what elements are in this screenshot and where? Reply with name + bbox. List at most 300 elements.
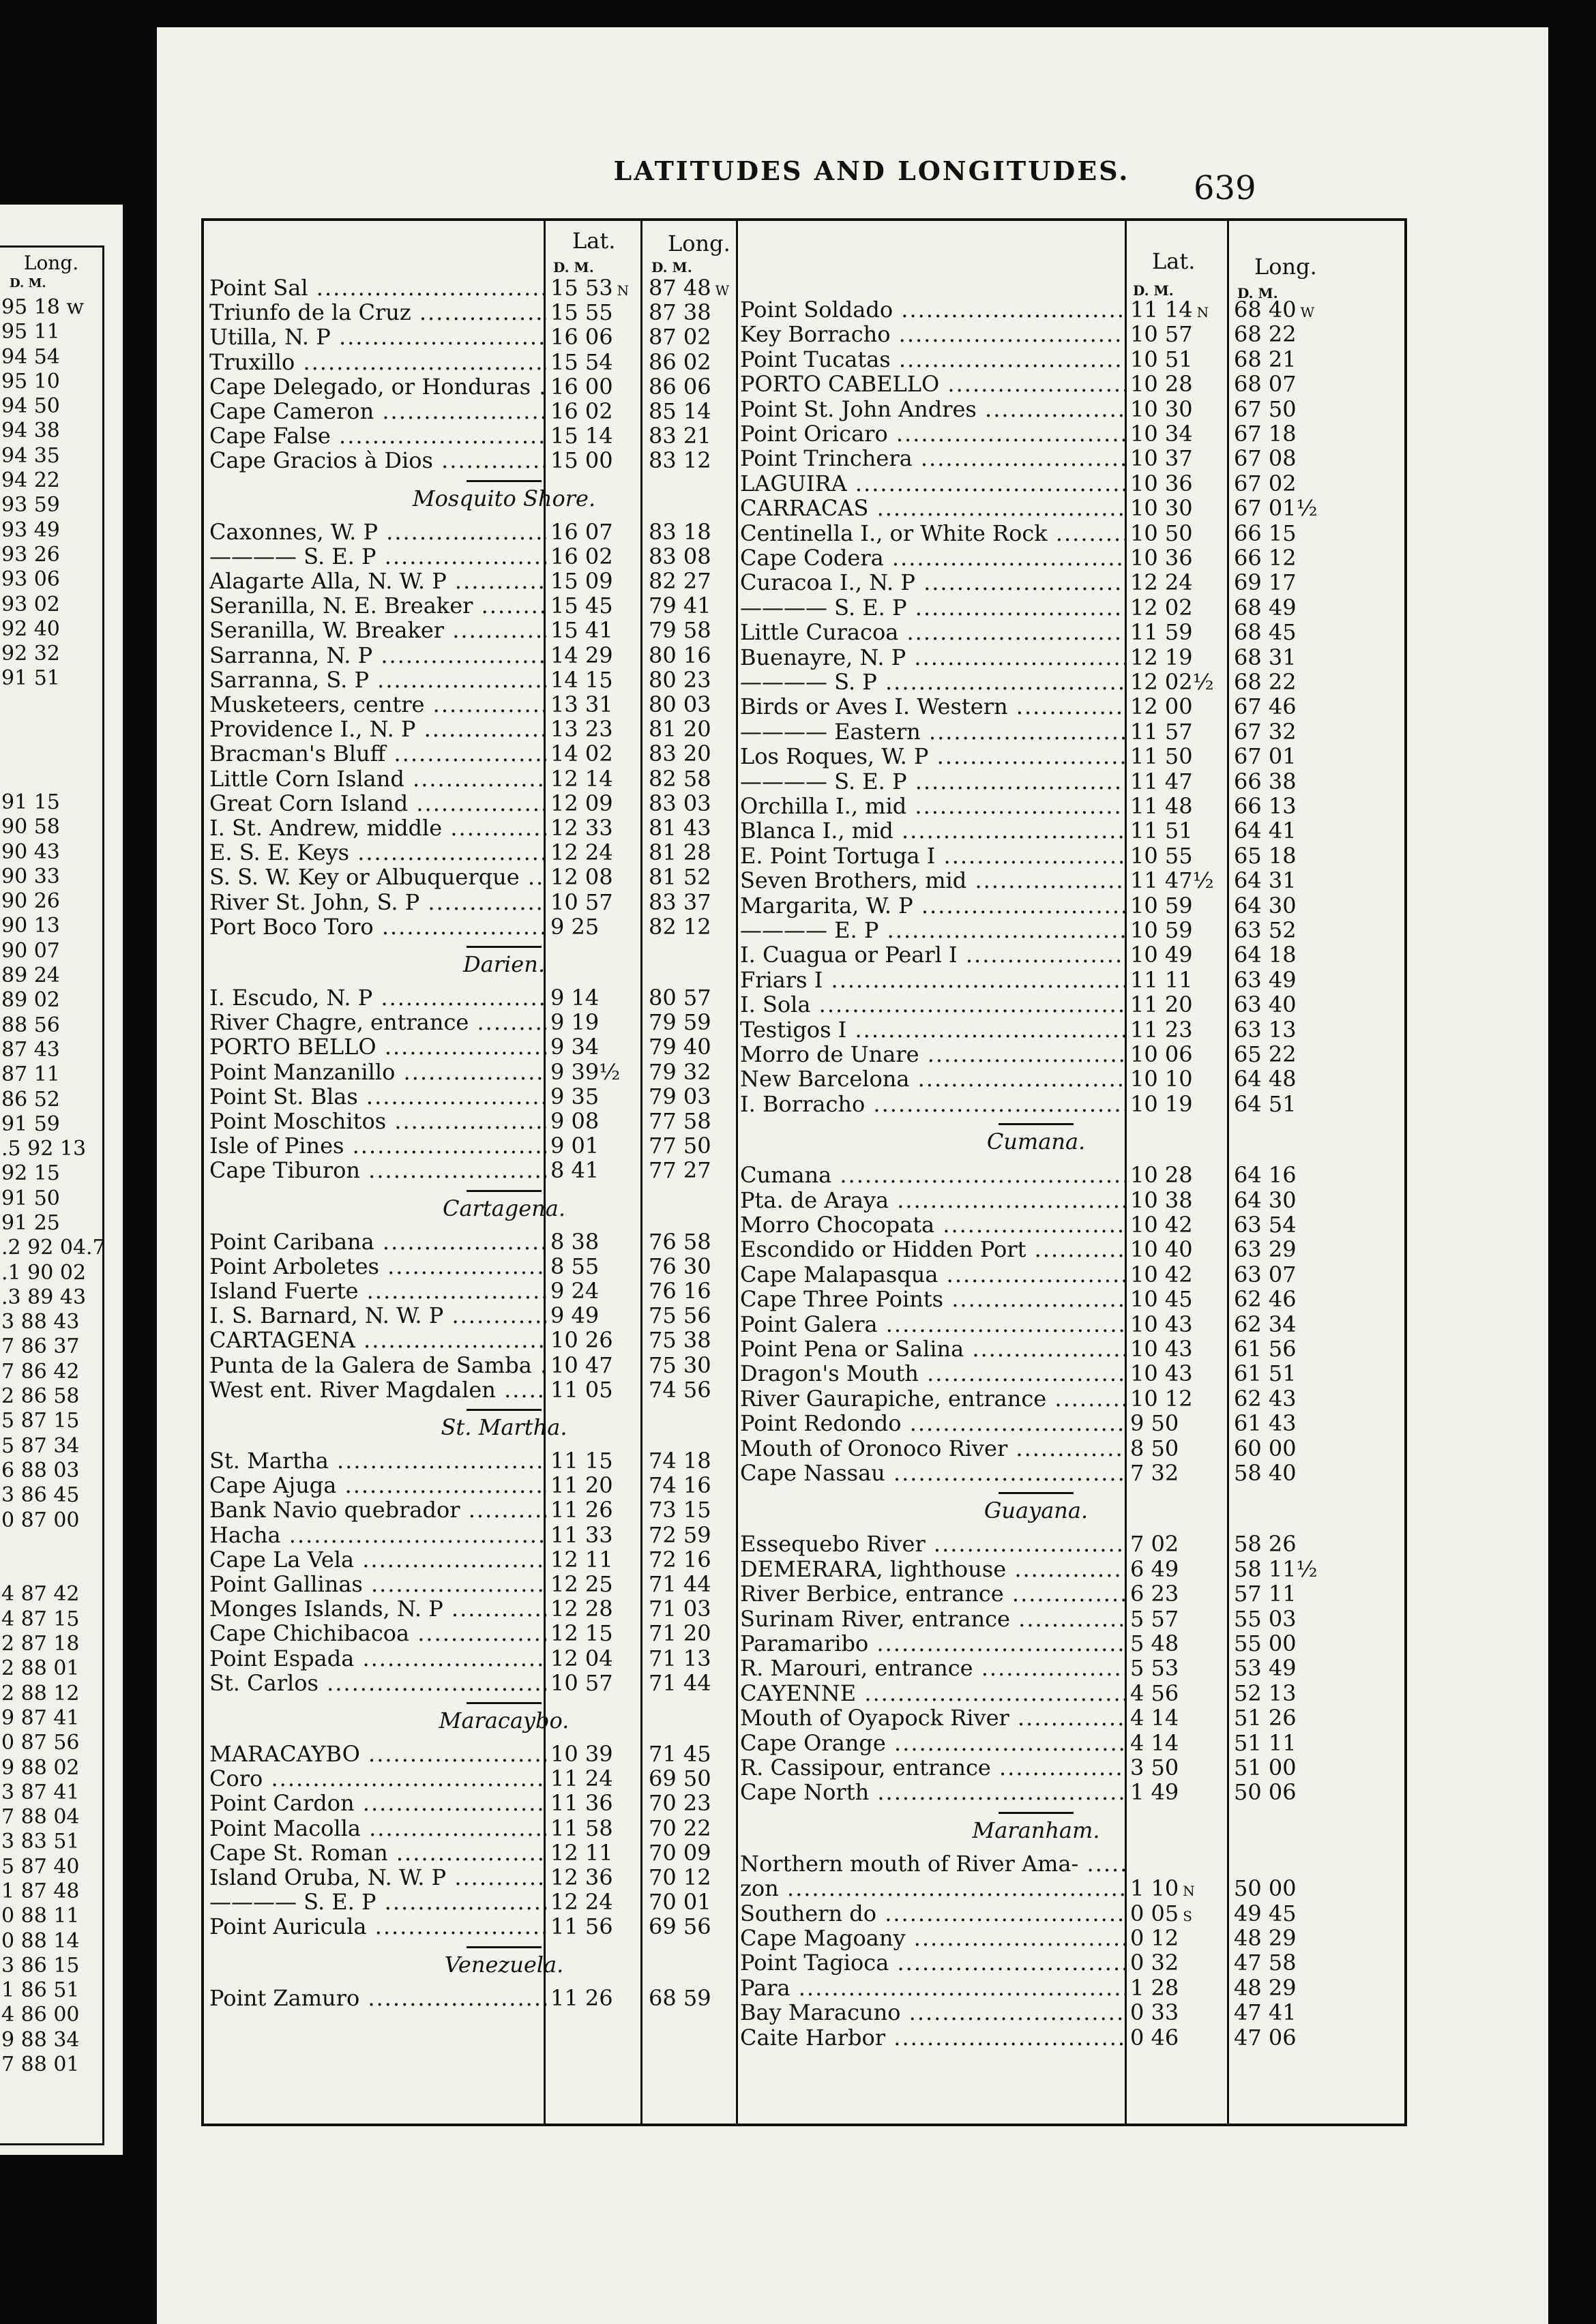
latitude-text: 11 24 [550, 1766, 613, 1792]
latitude-text: 15 00 [550, 447, 613, 474]
latitude-value [1130, 322, 1193, 346]
latitude-value [550, 791, 613, 816]
longitude-text: 71 45 [649, 1741, 711, 1767]
left-page-table [0, 245, 104, 2145]
place-name [740, 1950, 1126, 1975]
place-name [209, 1572, 546, 1596]
table-row [204, 1572, 736, 1596]
table-row [736, 1312, 1404, 1337]
place-name-text: ———— S. E. P [209, 1890, 376, 1915]
place-name [740, 719, 1126, 744]
place-name-text: ———— S. E. P [209, 543, 376, 569]
longitude-value [1234, 1780, 1297, 1804]
place-name [209, 1742, 546, 1766]
place-name [740, 1411, 1126, 1435]
longitude-value [649, 1986, 711, 2010]
place-name-text: Northern mouth of River Ama- [740, 1851, 1079, 1876]
table-row [204, 448, 736, 473]
longitude-text: 77 27 [649, 1157, 711, 1184]
table-row [204, 692, 736, 717]
lat-header-right: Lat. [1152, 248, 1196, 274]
table-row [736, 1901, 1404, 1926]
latitude-value [1130, 1287, 1193, 1311]
latitude-text: 12 15 [550, 1620, 613, 1647]
latitude-text: 9 25 [550, 913, 600, 940]
left-page-long-value: 7 86 37 [1, 1335, 80, 1359]
place-name-text: Great Corn Island [209, 790, 409, 816]
place-name [209, 1621, 546, 1645]
place-name [740, 1581, 1126, 1606]
longitude-value [1234, 769, 1297, 794]
latitude-text: 5 48 [1130, 1630, 1179, 1656]
latitude-value [550, 593, 613, 618]
place-name-text: Triunfo de la Cruz [209, 300, 411, 325]
latitude-value [1130, 1262, 1193, 1287]
longitude-text: 64 30 [1234, 892, 1297, 919]
longitude-text: 68 22 [1234, 669, 1297, 695]
longitude-value [649, 985, 711, 1010]
longitude-value [1234, 719, 1297, 744]
place-name-text: Point Gallinas [209, 1572, 363, 1596]
table-row [204, 569, 736, 593]
table-row [204, 1523, 736, 1547]
longitude-value [649, 791, 711, 816]
latitude-text: 1 10 [1130, 1875, 1179, 1902]
place-name-text: Key Borracho [740, 322, 891, 347]
longitude-text: 71 44 [649, 1571, 711, 1597]
place-name-text: Testigos I [740, 1017, 847, 1042]
longitude-text: 76 30 [649, 1253, 711, 1279]
left-page-long-value: 95 10 [1, 369, 60, 393]
place-name-text: Point Trinchera [740, 446, 913, 471]
longitude-text: 68 21 [1234, 346, 1297, 372]
place-name [740, 1386, 1126, 1411]
latitude-value [550, 1523, 613, 1547]
latitude-text: 11 33 [550, 1521, 613, 1548]
longitude-text: 87 48 [649, 275, 711, 301]
table-row [736, 1755, 1404, 1780]
longitude-value [649, 1841, 711, 1865]
latitude-text: 9 35 [550, 1083, 600, 1109]
place-name-text: Caite Harbor [740, 2025, 886, 2050]
longitude-text: 64 16 [1234, 1162, 1297, 1189]
longitude-value [649, 1473, 711, 1498]
longitude-value [1234, 670, 1297, 694]
place-name [740, 1532, 1126, 1556]
place-name [740, 595, 1126, 620]
longitude-value [649, 1084, 711, 1109]
latitude-value [1130, 2025, 1179, 2050]
hemisphere-ns: N [1196, 304, 1209, 321]
latitude-value [1130, 918, 1193, 942]
longitude-value [1234, 2025, 1297, 2050]
page [157, 27, 1548, 2324]
table-row [736, 620, 1404, 644]
longitude-text: 79 58 [649, 617, 711, 644]
longitude-text: 47 06 [1234, 2024, 1297, 2051]
longitude-text: 83 20 [649, 741, 711, 767]
longitude-value [1234, 471, 1297, 496]
latitude-text: 11 50 [1130, 743, 1193, 770]
left-page-long-value: .3 89 43 [1, 1285, 87, 1309]
place-name [740, 1461, 1126, 1485]
place-name [740, 1851, 1126, 1876]
latitude-text: 12 02 [1130, 594, 1193, 621]
longitude-value [1234, 1581, 1297, 1606]
long-sub-right: D. M. [1237, 285, 1278, 301]
place-name-text: Cape Chichibacoa [209, 1621, 410, 1646]
longitude-value [649, 1448, 711, 1473]
latitude-text: 9 01 [550, 1133, 600, 1159]
longitude-value [1234, 1386, 1297, 1411]
longitude-text: 76 16 [649, 1278, 711, 1304]
place-name-text: Cape Tiburon [209, 1158, 360, 1183]
latitude-value [1130, 645, 1193, 670]
left-page-long-value: 89 02 [1, 988, 60, 1013]
latitude-text: 0 33 [1130, 1999, 1179, 2026]
latitude-text: 1 49 [1130, 1779, 1179, 1806]
left-page-long-value [0, 1558, 102, 1582]
latitude-text: 10 47 [550, 1352, 613, 1378]
table-row [204, 275, 736, 300]
table-row [204, 325, 736, 349]
hemisphere-ew: W [1300, 304, 1315, 321]
left-page-long-value: 92 15 [1, 1161, 60, 1186]
longitude-value [1234, 1188, 1297, 1212]
place-name-text: West ent. River Magdalen [209, 1377, 496, 1402]
longitude-value [1234, 1631, 1297, 1656]
latitude-text: 11 15 [550, 1448, 613, 1474]
longitude-text: 62 43 [1234, 1385, 1297, 1412]
table-row [736, 844, 1404, 868]
place-name-text: zon [740, 1876, 779, 1901]
table-row [736, 1876, 1404, 1901]
longitude-value [1234, 521, 1297, 546]
latitude-text: 16 00 [550, 373, 613, 400]
left-page-long-value: 94 22 [1, 468, 60, 493]
place-name [740, 1731, 1126, 1755]
place-name [740, 372, 1126, 396]
latitude-text: 11 56 [550, 1913, 613, 1940]
place-name [740, 1901, 1126, 1926]
longitude-text: 67 01 [1234, 743, 1297, 770]
table-row [204, 865, 736, 889]
place-name-text: Point Caribana [209, 1229, 374, 1254]
longitude-value [649, 325, 711, 349]
latitude-text: 10 49 [1130, 942, 1193, 968]
latitude-text: 5 57 [1130, 1605, 1179, 1632]
longitude-value [649, 717, 711, 741]
longitude-text: 55 03 [1234, 1605, 1297, 1632]
longitude-text: 80 16 [649, 642, 711, 668]
longitude-text: 75 30 [649, 1352, 711, 1378]
latitude-text: 12 09 [550, 790, 613, 816]
section-heading: Cartagena. [442, 1195, 566, 1221]
latitude-text: 10 19 [1130, 1090, 1193, 1117]
place-name-text: R. Marouri, entrance [740, 1656, 973, 1681]
longitude-value [1234, 645, 1297, 670]
place-name [209, 423, 546, 448]
place-name [740, 2025, 1126, 2050]
section-rule [999, 1812, 1074, 1814]
latitude-text: 12 11 [550, 1546, 613, 1573]
longitude-text: 63 07 [1234, 1261, 1297, 1287]
latitude-text: 9 49 [550, 1302, 600, 1329]
latitude-value [1130, 620, 1193, 644]
place-name [209, 1890, 546, 1914]
place-name-text: Little Curacoa [740, 620, 899, 645]
place-name [209, 1133, 546, 1158]
place-name-text: ———— S. P [740, 670, 877, 694]
place-name [740, 1017, 1126, 1042]
longitude-text: 82 12 [649, 913, 711, 940]
left-page-long-value: 94 35 [1, 443, 60, 468]
place-name [740, 1557, 1126, 1581]
place-name [209, 1523, 546, 1547]
latitude-value [550, 1133, 599, 1158]
place-name-text: Bay Maracuno [740, 2000, 901, 2025]
latitude-text: 12 36 [550, 1864, 613, 1890]
latitude-value [550, 668, 613, 692]
longitude-text: 70 01 [649, 1889, 711, 1916]
longitude-value [649, 1303, 711, 1328]
place-name [209, 1791, 546, 1815]
hemisphere-ew: W [715, 282, 730, 299]
coordinates-table [201, 218, 1407, 2126]
table-row [204, 914, 736, 939]
table-row [204, 1791, 736, 1815]
table-row [736, 1163, 1404, 1187]
latitude-text: 10 55 [1130, 842, 1193, 869]
longitude-value [649, 1034, 711, 1059]
table-row [736, 1361, 1404, 1386]
longitude-text: 86 02 [649, 348, 711, 375]
place-name [740, 918, 1126, 942]
table-row [736, 1212, 1404, 1237]
place-name-text: Para [740, 1975, 790, 2000]
latitude-text: 10 30 [1130, 495, 1193, 522]
place-name-text: Point Moschitos [209, 1109, 387, 1133]
place-name [209, 618, 546, 642]
longitude-text: 61 43 [1234, 1410, 1297, 1437]
table-row [736, 694, 1404, 719]
latitude-value [1130, 397, 1193, 421]
longitude-text: 71 20 [649, 1620, 711, 1647]
place-name [740, 1042, 1126, 1067]
longitude-text: 87 38 [649, 299, 711, 326]
longitude-value [649, 1865, 711, 1890]
latitude-text: 13 31 [550, 691, 613, 717]
latitude-value [550, 300, 613, 325]
left-page-long-value: 0 87 00 [1, 1508, 80, 1532]
latitude-text: 10 43 [1130, 1336, 1193, 1362]
latitude-value [550, 717, 613, 741]
place-name [209, 1646, 546, 1671]
latitude-value [1130, 670, 1214, 694]
longitude-text: 81 52 [649, 864, 711, 891]
table-row [736, 1976, 1404, 2000]
place-name-text: Cape North [740, 1780, 870, 1805]
longitude-value [649, 1158, 711, 1182]
table-row [736, 1631, 1404, 1656]
place-name-text: Port Boco Toro [209, 914, 374, 939]
latitude-value [550, 692, 613, 717]
longitude-text: 51 11 [1234, 1729, 1297, 1756]
latitude-value [1130, 1901, 1192, 1928]
table-row [204, 1109, 736, 1133]
longitude-value [1234, 794, 1297, 818]
table-row [204, 1377, 736, 1402]
longitude-value [1234, 1976, 1297, 2000]
left-page-long-value: 93 49 [1, 518, 60, 542]
longitude-value [1234, 1876, 1297, 1901]
longitude-value [649, 1914, 711, 1939]
longitude-value [1234, 868, 1297, 893]
left-page-long-value: 93 06 [1, 567, 60, 592]
left-page-long-value: 95 18 w [1, 295, 85, 319]
place-name [740, 620, 1126, 644]
place-name-text: Cape La Vela [209, 1547, 355, 1572]
place-name [740, 744, 1126, 769]
place-name-text: Los Roques, W. P [740, 744, 929, 769]
place-name-text: Punta de la Galera de Samba [209, 1352, 532, 1377]
place-name-text: Providence I., N. P [209, 717, 416, 742]
latitude-value [550, 643, 613, 668]
place-name [209, 520, 546, 544]
longitude-value [649, 448, 711, 473]
left-page-long-value [0, 691, 102, 716]
table-row [736, 942, 1404, 967]
table-row [204, 1448, 736, 1473]
longitude-value [649, 300, 711, 325]
longitude-text: 63 13 [1234, 1016, 1297, 1043]
section-rule [467, 480, 542, 482]
latitude-text: 12 24 [550, 839, 613, 866]
place-name-text: Friars I [740, 967, 823, 992]
latitude-value [550, 1865, 613, 1890]
place-name [209, 1254, 546, 1279]
longitude-value [1234, 496, 1318, 520]
latitude-value [550, 766, 613, 791]
longitude-text: 61 56 [1234, 1336, 1297, 1362]
latitude-value [550, 350, 613, 374]
place-name-text: Cape Orange [740, 1730, 886, 1755]
latitude-value [1130, 1876, 1195, 1903]
longitude-value [649, 692, 711, 717]
longitude-text: 65 18 [1234, 842, 1297, 869]
place-name-text: Coro [209, 1766, 263, 1791]
place-name-text: Birds or Aves I. Western [740, 694, 1008, 719]
place-name-text: Cape Malapasqua [740, 1262, 939, 1287]
place-name [740, 893, 1126, 918]
latitude-text: 1 28 [1130, 1974, 1179, 2001]
longitude-value [1234, 297, 1314, 325]
place-name-text: Surinam River, entrance [740, 1606, 1010, 1631]
left-page-long-value: 7 86 42 [1, 1359, 80, 1384]
longitude-value [649, 1791, 711, 1815]
place-name-text: Musketeers, centre [209, 692, 425, 717]
longitude-text: 77 58 [649, 1108, 711, 1134]
left-page-long-value [0, 741, 102, 765]
longitude-value [649, 593, 711, 618]
place-name [209, 840, 546, 865]
place-name-text: Morro de Unare [740, 1042, 919, 1067]
table-row [204, 1328, 736, 1352]
place-name [209, 914, 546, 939]
place-name [740, 1188, 1126, 1212]
longitude-value [1234, 570, 1297, 595]
left-page-subheader: D. M. [10, 276, 46, 290]
long-header-right: Long. [1254, 254, 1317, 280]
place-name [209, 1230, 546, 1254]
latitude-text: 0 46 [1130, 2024, 1179, 2051]
place-name-text: Truxillo [209, 349, 295, 374]
latitude-text: 10 42 [1130, 1212, 1193, 1238]
place-name-text: River Berbice, entrance [740, 1581, 1004, 1607]
latitude-value [550, 840, 613, 865]
latitude-text: 11 14 [1130, 297, 1193, 323]
place-name [740, 694, 1126, 719]
latitude-value [550, 399, 613, 423]
place-name [740, 1607, 1126, 1631]
left-page-long-value: 5 87 40 [1, 1854, 80, 1879]
longitude-value [649, 374, 711, 399]
longitude-value [1234, 595, 1297, 620]
place-name-text: I. S. Barnard, N. W. P [209, 1303, 444, 1328]
latitude-value [1130, 2000, 1179, 2025]
longitude-text: 70 12 [649, 1864, 711, 1890]
longitude-text: 83 03 [649, 790, 711, 816]
table-row [736, 769, 1404, 794]
place-name-text: CAYENNE [740, 1680, 857, 1705]
longitude-text: 76 58 [649, 1228, 711, 1255]
longitude-value [649, 1060, 711, 1084]
longitude-value [1234, 1237, 1297, 1262]
left-page-long-value: 4 87 15 [1, 1607, 80, 1631]
longitude-text: 79 40 [649, 1034, 711, 1060]
section-rule [467, 1946, 542, 1948]
table-row [736, 347, 1404, 372]
place-name [209, 1547, 546, 1572]
place-name-text: Margarita, W. P [740, 893, 913, 918]
page-number: 639 [1194, 169, 1256, 207]
latitude-text: 10 43 [1130, 1360, 1193, 1387]
longitude-text: 67 01½ [1234, 495, 1318, 522]
latitude-value [550, 1596, 613, 1621]
place-name [209, 448, 546, 473]
latitude-text: 12 19 [1130, 644, 1193, 670]
longitude-value [649, 399, 711, 423]
latitude-value [550, 1230, 599, 1254]
latitude-value [550, 1890, 613, 1914]
longitude-text: 80 03 [649, 691, 711, 717]
latitude-value [1130, 1017, 1193, 1042]
longitude-value [1234, 546, 1297, 570]
table-row [736, 2000, 1404, 2025]
place-name [740, 968, 1126, 992]
latitude-value [1130, 1950, 1179, 1975]
place-name [740, 1755, 1126, 1780]
place-name-text: Sarranna, N. P [209, 642, 373, 668]
latitude-text: 10 38 [1130, 1187, 1193, 1213]
latitude-text: 7 32 [1130, 1460, 1179, 1486]
place-name [209, 593, 546, 618]
latitude-text: 15 55 [550, 299, 613, 326]
latitude-text: 13 23 [550, 716, 613, 743]
place-name-text: Isle of Pines [209, 1133, 344, 1159]
table-row [736, 1042, 1404, 1067]
place-name [740, 521, 1126, 546]
